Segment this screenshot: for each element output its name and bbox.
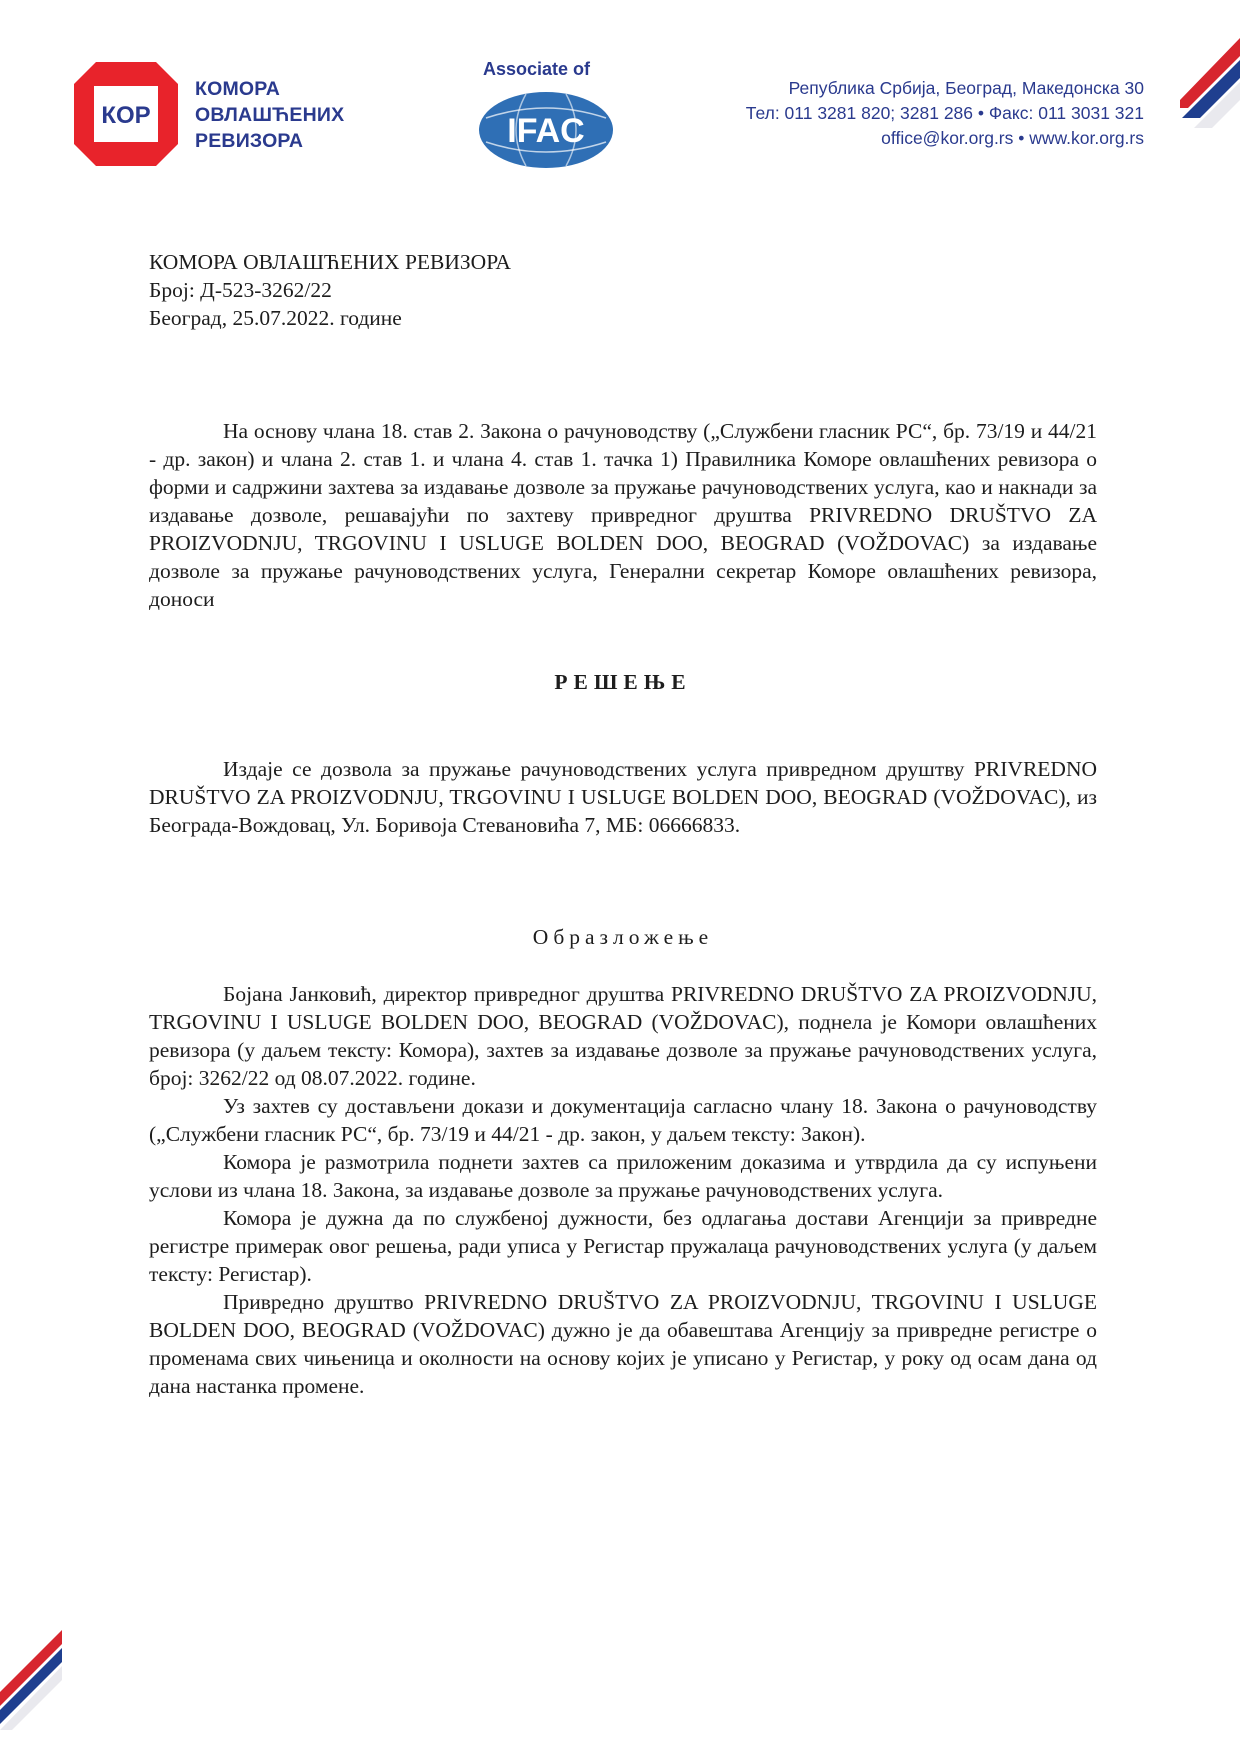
tricolor-stripe-bottom-icon — [0, 1630, 62, 1730]
reasoning-heading: Образложење — [532, 925, 714, 949]
contact-phone-fax: Тел: 011 3281 820; 3281 286 • Факс: 011 3031 321 — [745, 103, 1144, 123]
contact-address: Република Србија, Београд, Македонска 30 — [788, 78, 1144, 98]
kor-logo-icon — [74, 62, 178, 166]
reasoning-section — [149, 980, 1097, 1400]
chamber-name-line: КОМОРА — [195, 78, 281, 100]
decision-paragraph: Издаје се дозвола за пружање рачуноводствених услуга привредном друштву PRIVREDNO DRUŠTVO ZA PROIZVODNJU, TRGOVINU I USLUGE BOLDEN DOO, BEOGRAD (VOŽDOVAC), из Београда-Вождовац, Ул. Боривоја Стевановића 7, МБ: 06666833. — [149, 757, 1097, 837]
ifac-logo-icon — [476, 88, 616, 172]
decision-heading: РЕШЕЊЕ — [554, 670, 692, 694]
chamber-name-line: РЕВИЗОРА — [195, 130, 304, 152]
document-meta — [149, 248, 1097, 332]
issuer-name: КОМОРА ОВЛАШЋЕНИХ РЕВИЗОРА — [149, 250, 511, 274]
document-number: Број: Д-523-3262/22 — [149, 278, 332, 302]
decision-section — [149, 755, 1097, 839]
reasoning-paragraph: Уз захтев су достављени докази и документација сагласно члану 18. Закона о рачуноводству („Службени гласник РС“, бр. 73/19 и 44/21 - др. закон, у даљем тексту: Закон). — [149, 1094, 1097, 1146]
tricolor-stripe-top-icon — [1180, 38, 1240, 138]
reasoning-paragraph: Бојана Јанковић, директор привредног друштва PRIVREDNO DRUŠTVO ZA PROIZVODNJU, TRGOVINU I USLUGE BOLDEN DOO, BEOGRAD (VOŽDOVAC), поднела је Комори овлашћених ревизора (у даљем тексту: Комора), захтев за издавање дозволе за пружање рачуноводствених услуга, број: 3262/22 од 08.07.2022. године. — [149, 982, 1097, 1090]
contact-block — [746, 76, 1144, 151]
contact-email-web: office@kor.org.rs • www.kor.org.rs — [881, 128, 1144, 148]
legal-basis-section — [149, 417, 1097, 613]
ifac-logo-text: IFAC — [507, 112, 585, 150]
reasoning-paragraph: Привредно друштво PRIVREDNO DRUŠTVO ZA PROIZVODNJU, TRGOVINU I USLUGE BOLDEN DOO, BEOGRAD (VOŽDOVAC) дужно је да обавештава Агенцију за привредне регистре о променама свих чињеница и околности на основу којих је уписано у Регистар, у року од осам дана од дана настанка промене. — [149, 1290, 1097, 1398]
chamber-name-logo-text — [195, 76, 344, 154]
reasoning-paragraph: Комора је дужна да по службеној дужности, без одлагања достави Агенцији за привредне регистре примерак овог решења, ради уписа у Регистар пружалаца рачуноводствених услуга (у даљем тексту: Регистар). — [149, 1206, 1097, 1286]
chamber-name-line: ОВЛАШЋЕНИХ — [195, 104, 345, 126]
reasoning-paragraph: Комора је размотрила поднети захтев са приложеним доказима и утврдила да су испуњени услови из члана 18. Закона, за издавање дозволе за пружање рачуноводствених услуга. — [149, 1150, 1097, 1202]
kor-logo-text: КОР — [101, 102, 151, 129]
ifac-caption: Associate of — [483, 59, 591, 79]
legal-basis-paragraph: На основу члана 18. став 2. Закона о рачуноводству („Службени гласник РС“, бр. 73/19 и 44/21 - др. закон) и члана 2. став 1. и члана 4. став 1. тачка 1) Правилника Коморе овлашћених ревизора о форми и садржини захтева за издавање дозволе за пружање рачуноводствених услуга, као и накнади за издавање дозволе, решавајући по захтеву привредног друштва PRIVREDNO DRUŠTVO ZA PROIZVODNJU, TRGOVINU I USLUGE BOLDEN DOO, BEOGRAD (VOŽDOVAC) за издавање дозволе за пружање рачуноводствених услуга, Генерални секретар Коморе овлашћених ревизора, доноси — [149, 419, 1097, 611]
document-date: Београд, 25.07.2022. године — [149, 306, 402, 330]
